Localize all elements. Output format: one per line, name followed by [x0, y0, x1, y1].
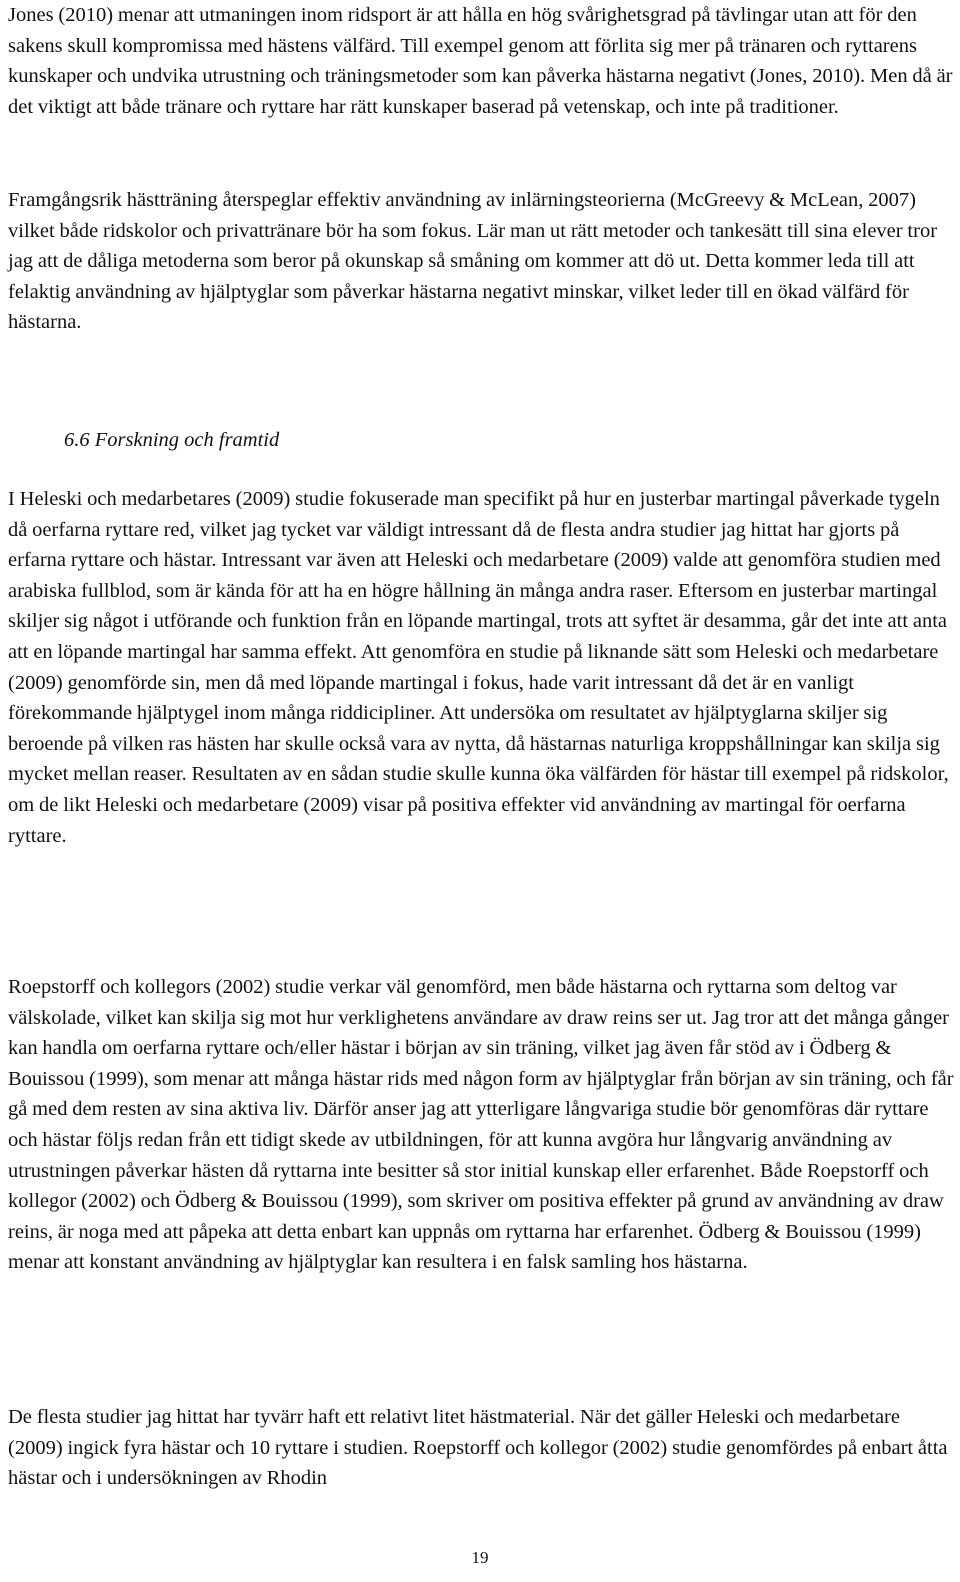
section-paragraph-1: I Heleski och medarbetares (2009) studie fokuserade man specifikt på hur en justerbar martingal påverkade tygeln då oerfarna ryttare red, vilket jag tycket var väldigt intressant då de flesta andra studier jag hittat har gjorts på erfarna ryttare och hästar. Intressant var även att Heleski och medarbetare (2009) valde att genomföra studien med arabiska fullblod, som är kända för att ha en högre hållning än många andra raser. Eftersom en justerbar martingal skiljer sig något i utförande och funktion från en löpande martingal, trots att syftet är desamma, går det inte att anta att en löpande martingal har samma effekt. Att genomföra en studie på liknande sätt som Heleski och medarbetare (2009) genomförde sin, men då med löpande martingal i fokus, hade varit intressant då det är en vanligt förekommande hjälptygel inom många riddicipliner. Att undersöka om resultatet av hjälptyglarna skiljer sig beroende på vilken ras hästen har skulle också vara av nytta, då hästarnas naturliga kroppshållningar kan skilja sig mycket mellan reaser. Resultaten av en sådan studie skulle kunna öka välfärden för hästar till exempel på ridskolor, om de likt Heleski och medarbetare (2009) visar på positiva effekter vid användning av martingal för oerfarna ryttare.	[8, 488, 949, 847]
body-paragraph-1: Jones (2010) menar att utmaningen inom ridsport är att hålla en hög svårighetsgrad på tävlingar utan att för den sakens skull kompromissa med hästens välfärd. Till exempel genom att förlita sig mer på tränaren och ryttarens kunskaper och undvika utrustning och träningsmetoder som kan påverka hästarna negativt (Jones, 2010). Men då är det viktigt att både tränare och ryttare har rätt kunskaper baserad på vetenskap, och inte på traditioner.	[8, 4, 953, 118]
page-number: 19	[471, 1548, 489, 1567]
section-paragraph-3: De flesta studier jag hittat har tyvärr haft ett relativt litet hästmaterial. När det gäller Heleski och medarbetare (2009) ingick fyra hästar och 10 ryttare i studien. Roepstorff och kollegor (2002) studie genomfördes på enbart åtta hästar och i undersökningen av Rhodin	[8, 1406, 948, 1490]
body-paragraph-2: Framgångsrik hästträning återspeglar effektiv användning av inlärningsteorierna (McGreevy & McLean, 2007) vilket både ridskolor och privattränare bör ha som fokus. Lär man ut rätt metoder och tankesätt till sina elever tror jag att de dåliga metoderna som beror på okunskap så småning om kommer att dö ut. Detta kommer leda till att felaktig användning av hjälptyglar som påverkar hästarna negativt minskar, vilket leder till en ökad välfärd för hästarna.	[8, 189, 938, 334]
section-paragraph-2: Roepstorff och kollegors (2002) studie verkar väl genomförd, men både hästarna och ryttarna som deltog var välskolade, vilket kan skilja sig mot hur verklighetens användare av draw reins ser ut. Jag tror att det många gånger kan handla om oerfarna ryttare och/eller hästar i början av sin träning, vilket jag även får stöd av i Ödberg & Bouissou (1999), som menar att många hästar rids med någon form av hjälptyglar från början av sin träning, och får gå med dem resten av sina aktiva liv. Därför anser jag att ytterligare långvariga studie bör genomföras där ryttare och hästar följs redan från ett tidigt skede av utbildningen, för att kunna avgöra hur långvarig användning av utrustningen påverkar hästen då ryttarna inte besitter så stor initial kunskap eller erfarenhet. Både Roepstorff och kollegor (2002) och Ödberg & Bouissou (1999), som skriver om positiva effekter på grund av användning av draw reins, är noga med att påpeka att detta enbart kan uppnås om ryttarna har erfarenhet. Ödberg & Bouissou (1999) menar att konstant användning av hjälptyglar kan resultera i en falsk samling hos hästarna.	[8, 976, 954, 1274]
section-heading: 6.6 Forskning och framtid	[64, 429, 280, 451]
